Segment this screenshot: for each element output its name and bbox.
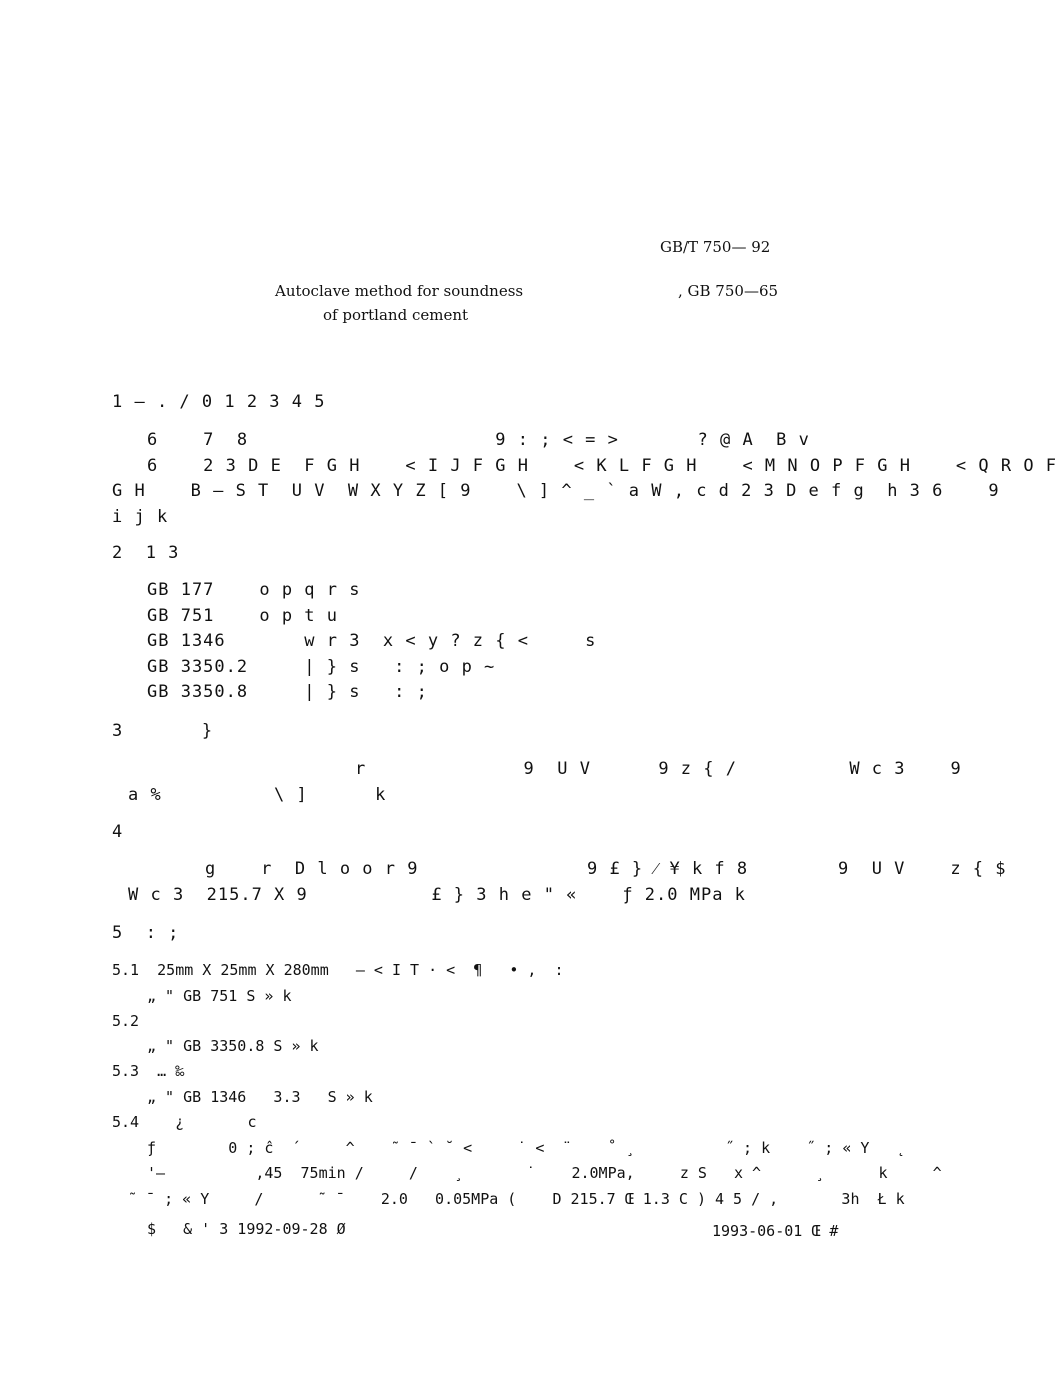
section-5-heading: 5 : ; bbox=[112, 923, 180, 943]
body-line: „ " GB 3350.8 S » k bbox=[147, 1037, 319, 1055]
standard-code: GB/T 750— 92 bbox=[660, 238, 771, 256]
section-3-heading: 3 } bbox=[112, 721, 214, 741]
body-line: W c 3 215.7 X 9 £ } 3 h e " « ƒ 2.0 MPa k bbox=[128, 885, 746, 905]
section-4-heading: 4 bbox=[112, 822, 124, 842]
section-1-heading: 1 — . / 0 1 2 3 4 5 bbox=[112, 392, 326, 412]
section-2-heading: 2 1 3 bbox=[112, 543, 180, 563]
body-line: „ " GB 1346 3.3 S » k bbox=[147, 1088, 373, 1106]
body-line: i j k bbox=[112, 507, 169, 527]
body-line: ƒ 0 ; ĉ ´ ^ ˜ ¯ ` ˘ < ˙ < ¨ ˚ ¸ ˝ ; k ˝ ; « Y ˛ bbox=[147, 1139, 906, 1157]
body-line: G H B — S T U V W X Y Z [ 9 \ ] ^ _ ` a W , c d 2 3 D e f g h 3 6 9 bbox=[112, 481, 1000, 501]
title-english-line-1: Autoclave method for soundness bbox=[275, 282, 524, 300]
title-english-line-2: of portland cement bbox=[323, 306, 469, 324]
body-line: ˜ ¯ ; « Y / ˜ ¯ 2.0 0.05MPa ( D 215.7 Œ 1.3 C ) 4 5 / , 3h Ł k bbox=[128, 1190, 905, 1208]
clause-5-3: 5.3 … ‰ bbox=[112, 1062, 185, 1080]
reference-standard: GB 3350.8 | } s : ; bbox=[147, 682, 428, 702]
clause-5-4: 5.4 ¿ c bbox=[112, 1113, 257, 1131]
body-line: 6 7 8 9 : ; < = > ? @ A B v bbox=[147, 430, 810, 450]
body-line: '— ,45 75min / / ¸ ˙ 2.0MPa, z S x ^ ¸ k ^ bbox=[147, 1164, 942, 1182]
implementation-date: 1993-06-01 Œ # bbox=[712, 1222, 839, 1240]
body-line: 6 2 3 D E F G H < I J F G H < K L F G H < M N O P F G H < Q R O F bbox=[147, 456, 1057, 476]
reference-standard: GB 751 o p t u bbox=[147, 606, 338, 626]
body-line: a % \ ] k bbox=[128, 785, 387, 805]
body-line: g r D l o o r 9 9 £ } ⁄ ¥ k f 8 9 U V z { $ bbox=[205, 859, 1007, 879]
body-line: „ " GB 751 S » k bbox=[147, 987, 292, 1005]
issue-date: $ & ' 3 1992-09-28 Ø bbox=[147, 1220, 346, 1238]
reference-standard: GB 3350.2 | } s : ; o p ~ bbox=[147, 657, 496, 677]
reference-standard: GB 177 o p q r s bbox=[147, 580, 361, 600]
clause-5-2: 5.2 bbox=[112, 1012, 140, 1030]
reference-standard: GB 1346 w r 3 x < y ? z { < s bbox=[147, 631, 597, 651]
body-line: r 9 U V 9 z { / W c 3 9 bbox=[355, 759, 962, 779]
replaces-standard: , GB 750—65 bbox=[678, 282, 779, 300]
clause-5-1: 5.1 25mm X 25mm X 280mm — < I T · < ¶ • , : bbox=[112, 961, 564, 979]
